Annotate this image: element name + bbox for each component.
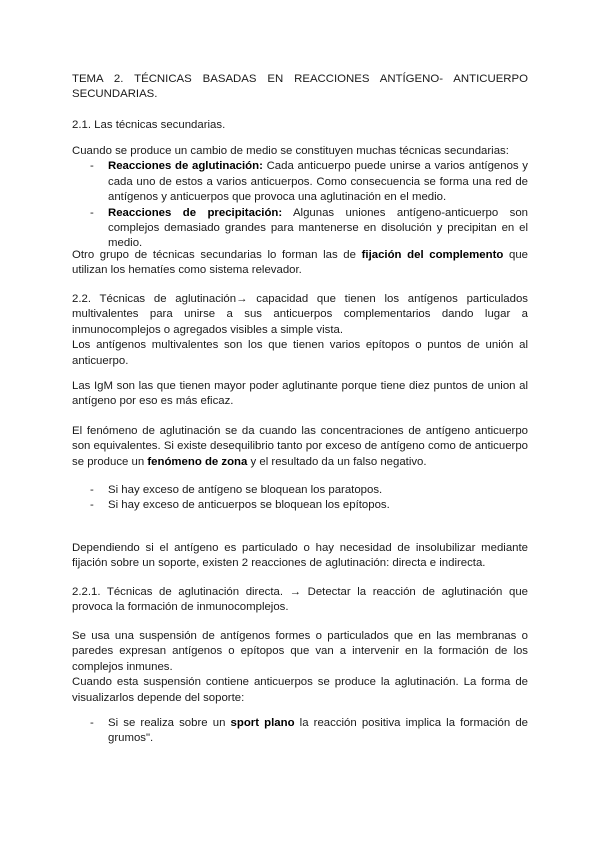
section-heading: 2.1. Las técnicas secundarias. bbox=[72, 119, 226, 131]
title bbox=[72, 72, 528, 103]
soporte-list bbox=[72, 716, 528, 747]
section-2-2 bbox=[72, 292, 528, 369]
suspension-block bbox=[72, 629, 528, 706]
intro-block bbox=[72, 144, 528, 252]
title-line-1: TEMA 2. TÉCNICAS BASADAS EN REACCIONES ANTÍGENO- ANTICUERPO bbox=[72, 73, 528, 85]
text: la reacción positiva implica la formación de grumos". bbox=[108, 717, 528, 745]
list-item: - Si hay exceso de antígeno se bloquean los paratopos. bbox=[72, 483, 528, 498]
suspension-paragraph: Se usa una suspensión de antígenos formes o particulados que en las membranas o paredes expresan antígenos o epítopos que van a intervenir en la formación de los complejos inmunes. bbox=[72, 630, 528, 673]
reactions-list bbox=[72, 159, 528, 251]
title-line-2: SECUNDARIAS. bbox=[72, 88, 158, 101]
dependiendo-paragraph bbox=[72, 541, 528, 572]
term-precipitacion: Reacciones de precipitación: bbox=[108, 206, 283, 219]
text: Si se realiza sobre un bbox=[108, 717, 231, 729]
text: Las IgM son las que tienen mayor poder aglutinante porque tiene diez puntos de union al antígeno por eso es más eficaz. bbox=[72, 380, 528, 408]
aglutinacion-definition: 2.2. Técnicas de aglutinación→ capacidad que tienen los antígenos particulados multivalentes para unirse a sus anticuerpos complementarios dando lugar a inmunocomplejos o agregados visibles a simple vista. bbox=[72, 293, 528, 336]
exceso-list-block bbox=[72, 483, 528, 514]
complemento-paragraph bbox=[72, 248, 528, 279]
text: Otro grupo de técnicas secundarias lo forman las de bbox=[72, 249, 362, 261]
multivalentes-paragraph: Los antígenos multivalentes son los que tienen varios epítopos o puntos de unión al anticuerpo. bbox=[72, 339, 528, 367]
text: y el resultado da un falso negativo. bbox=[247, 455, 427, 468]
list-item bbox=[72, 716, 528, 747]
term-fijacion-complemento: fijación del complemento bbox=[361, 249, 504, 261]
list-item-text: Algunas uniones antígeno-anticuerpo son complejos demasiado grandes para mantenerse en disolución y precipitan en el medio. bbox=[108, 206, 528, 250]
term-aglutinacion: Reacciones de aglutinación: bbox=[108, 160, 263, 173]
section-heading: 2.2.1. Técnicas de aglutinación directa. → Detectar la reacción de aglutinación que provoca la formación de inmunocomplejos. bbox=[72, 586, 528, 614]
fenomeno-paragraph bbox=[72, 424, 528, 470]
list-item: - Si hay exceso de anticuerpos se bloquean los epítopos. bbox=[72, 498, 528, 513]
term-sport-plano: sport plano bbox=[230, 717, 295, 729]
soporte-list-block bbox=[72, 716, 528, 747]
intro-paragraph: Cuando se produce un cambio de medio se constituyen muchas técnicas secundarias: bbox=[72, 145, 509, 157]
list-item bbox=[72, 206, 528, 252]
list-item-text: Cada anticuerpo puede unirse a varios antígenos y cada uno de estos a varios anticuerpos. Como consecuencia se forma una red de antígenos y anticuerpos que provoca una aglutinación en el medio. bbox=[108, 160, 528, 204]
text: que utilizan los hematíes como sistema relevador. bbox=[72, 249, 528, 277]
exceso-list bbox=[72, 483, 528, 514]
section-2-2-1 bbox=[72, 585, 528, 616]
list-item bbox=[72, 159, 528, 205]
igm-paragraph bbox=[72, 379, 528, 410]
term-fenomeno-zona: fenómeno de zona bbox=[147, 455, 248, 468]
text: Dependiendo si el antígeno es particulado o hay necesidad de insolubilizar mediante fijación sobre un soporte, existen 2 reacciones de aglutinación: directa e indirecta. bbox=[72, 542, 528, 570]
section-2-1-heading bbox=[72, 118, 528, 133]
text: El fenómeno de aglutinación se da cuando las concentraciones de antígeno anticuerpo son equivalentes. Si existe desequilibrio tanto por exceso de antígeno como de anticuerpo se produce un bbox=[72, 425, 528, 468]
cuando-paragraph: Cuando esta suspensión contiene anticuerpos se produce la aglutinación. La forma de visualizarlos depende del soporte: bbox=[72, 676, 528, 704]
